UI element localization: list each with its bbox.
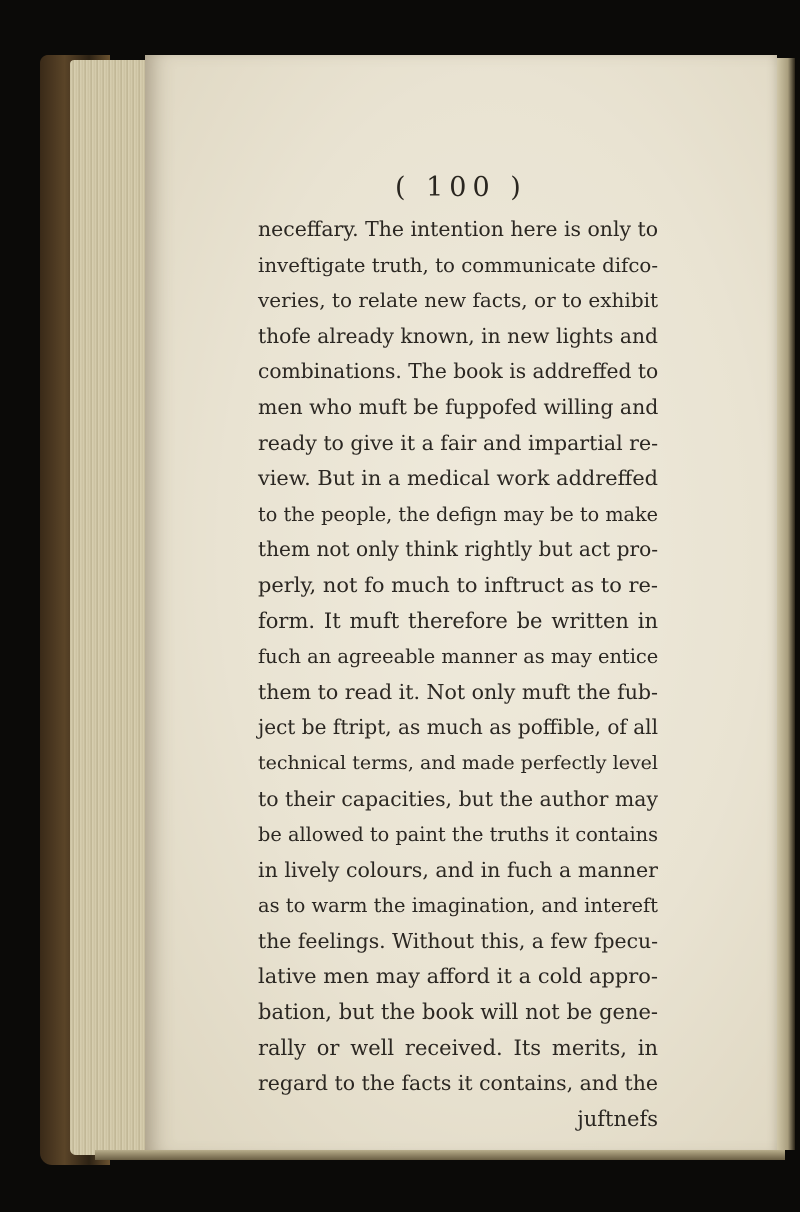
text-line: rally or well received. Its merits, in [258, 1035, 658, 1060]
text-line: inveftigate truth, to communicate difco- [258, 253, 658, 277]
text-line: in lively colours, and in fuch a manner [258, 857, 658, 882]
text-line: the feelings. Without this, a few fpecu- [258, 928, 659, 953]
text-line: ready to give it a fair and impartial re- [258, 430, 658, 455]
text-line: form. It muft therefore be written in [258, 608, 658, 633]
text-line: neceffary. The intention here is only to [258, 217, 659, 241]
text-line: to the people, the defign may be to make [258, 502, 658, 526]
text-line: them to read it. Not only muft the fub- [258, 679, 658, 704]
text-line: men who muft be fuppofed willing and [258, 394, 659, 419]
text-line: thofe already known, in new lights and [258, 323, 658, 348]
page-edges [70, 60, 148, 1155]
text-line: technical terms, and made perfectly level [258, 751, 658, 774]
text-line: combinations. The book is addreffed to [258, 359, 659, 384]
text-line: to their capacities, but the author may [258, 786, 658, 811]
text-line: them not only think rightly but act pro- [258, 537, 659, 562]
text-line: regard to the facts it contains, and the [258, 1071, 658, 1096]
text-line: view. But in a medical work addreffed [258, 466, 658, 491]
body-text [258, 212, 658, 1137]
catchword: juftnefs [577, 1106, 658, 1131]
page-right-edge [777, 58, 795, 1150]
page-bottom-edge [95, 1150, 785, 1160]
text-line: bation, but the book will not be gene- [258, 1000, 658, 1025]
text-line: veries, to relate new facts, or to exhibit [258, 288, 659, 313]
page-number: ( 100 ) [395, 172, 527, 203]
text-line: lative men may afford it a cold appro- [258, 964, 658, 989]
text-line: fuch an agreeable manner as may entice [258, 645, 659, 669]
text-line: ject be ftript, as much as poffible, of all [258, 715, 658, 740]
text-line: be allowed to paint the truths it contains [258, 823, 658, 847]
text-line: as to warm the imagination, and intereft [258, 894, 658, 918]
text-line: perly, not fo much to inftruct as to re- [258, 572, 658, 597]
